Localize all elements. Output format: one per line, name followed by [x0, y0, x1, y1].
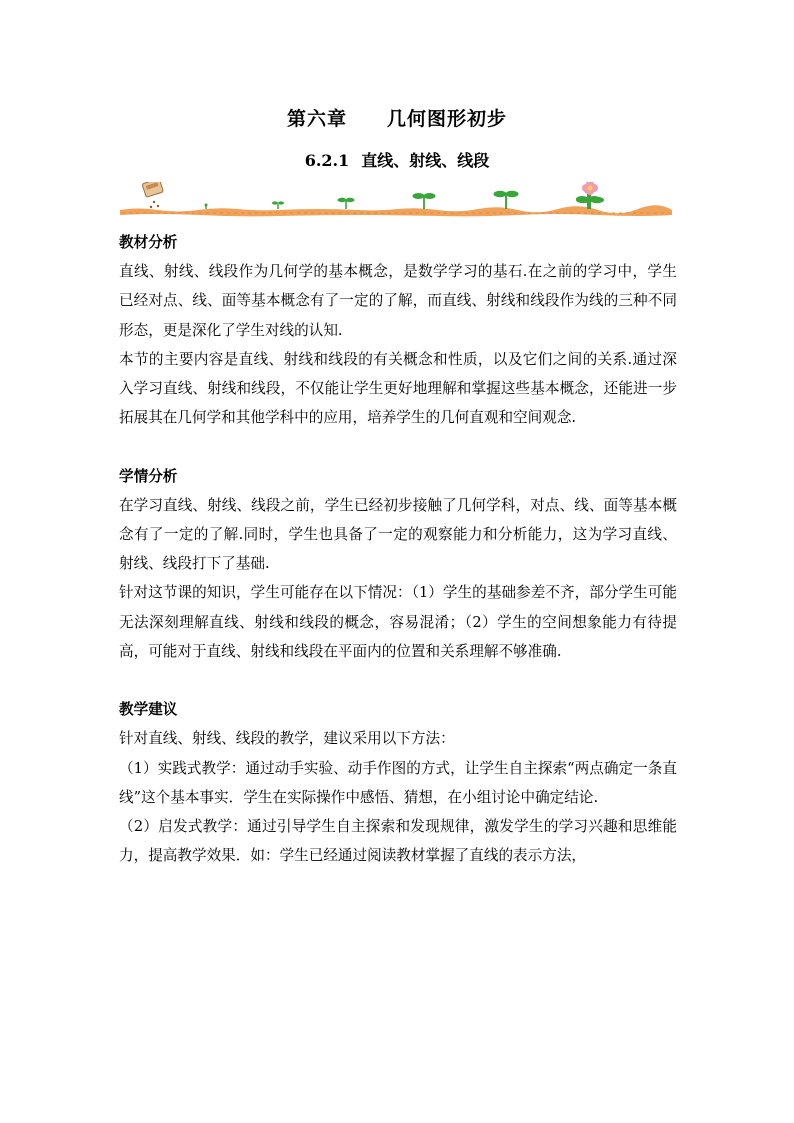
- paragraph: 直线、射线、线段作为几何学的基本概念，是数学学习的基石.在之前的学习中，学生已经对点、线、面等基本概念有了一定的了解，而直线、射线和线段作为线的三种不同形态，更是深化了学生对线的认知.: [119, 263, 677, 339]
- paragraph: （2）启发式教学：通过引导学生自主探索和发现规律，激发学生的学习兴趣和思维能力，提高教学效果．如：学生已经通过阅读教材掌握了直线的表示方法，: [119, 818, 677, 865]
- section-title: [0, 148, 794, 171]
- chapter-label: 第六章: [286, 108, 347, 130]
- paragraph: 针对直线、射线、线段的教学，建议采用以下方法：: [119, 730, 455, 748]
- section-heading: 教学建议: [119, 701, 178, 719]
- paragraph: 本节的主要内容是直线、射线和线段的有关概念和性质，以及它们之间的关系.通过深入学习直线、射线和线段，不仅能让学生更好地理解和掌握这些基本概念，还能进一步拓展其在几何学和其他学科中的应用，培养学生的几何直观和空间观念.: [119, 350, 677, 427]
- chapter-title: [0, 104, 794, 131]
- paragraph: （1）实践式教学：通过动手实验、动手作图的方式，让学生自主探索“两点确定一条直线”这个基本事实．学生在实际操作中感悟、猜想，在小组讨论中确定结论.: [119, 759, 677, 806]
- sprouting-plants-banner-icon: [118, 182, 674, 218]
- chapter-name: 几何图形初步: [387, 108, 508, 130]
- section-name: 直线、射线、线段: [361, 151, 490, 170]
- section-number: 6.2.1: [304, 151, 350, 170]
- document-body: [119, 228, 677, 870]
- paragraph: 针对这节课的知识，学生可能存在以下情况：（1）学生的基础参差不齐，部分学生可能无法深刻理解直线、射线和线段的概念，容易混淆；（2）学生的空间想象能力有待提高，可能对于直线、射线和线段在平面内的位置和关系理解不够准确.: [119, 584, 677, 660]
- section-heading: 教材分析: [119, 234, 178, 251]
- paragraph: 在学习直线、射线、线段之前，学生已经初步接触了几何学科，对点、线、面等基本概念有了一定的了解.同时，学生也具备了一定的观察能力和分析能力，这为学习直线、射线、线段打下了基础.: [119, 496, 677, 573]
- section-heading: 学情分析: [119, 467, 178, 485]
